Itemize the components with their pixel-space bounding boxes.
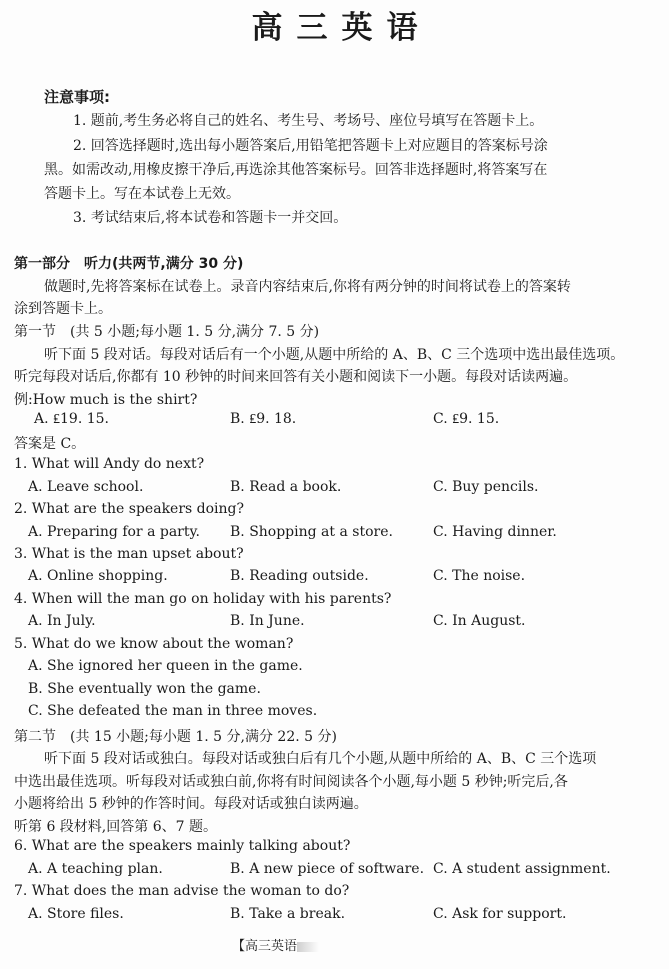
q6-option-b: B. A new piece of software. [230, 861, 425, 877]
notice-line-1: 1. 题前,考生务必将自己的姓名、考生号、考场号、座位号填写在答题卡上。 [73, 113, 544, 129]
example-option-c: C. ₤9. 15. [433, 411, 500, 427]
q5-option-a: A. She ignored her queen in the game. [28, 658, 303, 674]
q5-option-c: C. She defeated the man in three moves. [28, 703, 318, 719]
part1-intro-a: 做题时,先将答案标在试卷上。录音内容结束后,你将有两分钟的时间将试卷上的答案转 [44, 279, 571, 295]
section2-intro-b: 中选出最佳选项。听每段对话或独白前,你将有时间阅读各个小题,每小题 5 秒钟;听完后,各 [14, 774, 568, 790]
q3-option-c: C. The noise. [433, 568, 526, 584]
section2-heading: 第二节 (共 15 小题;每小题 1. 5 分,满分 22. 5 分) [14, 729, 337, 745]
example-answer: 答案是 C。 [14, 436, 86, 452]
question-1: 1. What will Andy do next? [14, 456, 205, 472]
q4-option-a: A. In July. [28, 613, 96, 629]
question-6: 6. What are the speakers mainly talking about? [14, 838, 351, 854]
example-option-a: A. ₤19. 15. [34, 411, 109, 427]
section1-intro-a: 听下面 5 段对话。每段对话后有一个小题,从题中所给的 A、B、C 三个选项中选出最佳选项。 [44, 347, 625, 363]
q3-option-b: B. Reading outside. [230, 568, 369, 584]
q1-option-c: C. Buy pencils. [433, 479, 539, 495]
q7-option-a: A. Store files. [28, 906, 124, 922]
example-option-b: B. ₤9. 18. [230, 411, 297, 427]
notice-line-3: 3. 考试结束后,将本试卷和答题卡一并交回。 [73, 210, 348, 226]
question-2: 2. What are the speakers doing? [14, 501, 245, 517]
question-7: 7. What does the man advise the woman to do? [14, 883, 350, 899]
section1-heading: 第一节 (共 5 小题;每小题 1. 5 分,满分 7. 5 分) [14, 324, 320, 340]
q6-option-a: A. A teaching plan. [28, 861, 163, 877]
section2-intro-a: 听下面 5 段对话或独白。每段对话或独白后有几个小题,从题中所给的 A、B、C 三个选项 [44, 751, 597, 767]
q1-option-a: A. Leave school. [28, 479, 144, 495]
q7-option-b: B. Take a break. [230, 906, 346, 922]
page-footer [232, 935, 319, 954]
q2-option-b: B. Shopping at a store. [230, 524, 393, 540]
notice-line-2c: 答题卡上。写在本试卷上无效。 [44, 186, 240, 202]
part1-heading: 第一部分 听力(共两节,满分 30 分) [14, 256, 244, 272]
footer-label: 【高三英语 [232, 939, 298, 954]
notice-line-2a: 2. 回答选择题时,选出每小题答案后,用铅笔把答题卡上对应题目的答案标号涂 [73, 138, 548, 154]
section2-material: 听第 6 段材料,回答第 6、7 题。 [14, 819, 217, 835]
q1-option-b: B. Read a book. [230, 479, 342, 495]
q4-option-c: C. In August. [433, 613, 526, 629]
question-5: 5. What do we know about the woman? [14, 636, 294, 652]
q7-option-c: C. Ask for support. [433, 906, 567, 922]
q5-option-b: B. She eventually won the game. [28, 681, 261, 697]
q4-option-b: B. In June. [230, 613, 305, 629]
q6-option-c: C. A student assignment. [433, 861, 611, 877]
page-title: 高三英语 [251, 10, 432, 46]
q2-option-a: A. Preparing for a party. [28, 524, 200, 540]
notice-heading: 注意事项: [44, 88, 110, 106]
question-3: 3. What is the man upset about? [14, 546, 244, 562]
example-question: 例:How much is the shirt? [14, 392, 198, 408]
q2-option-c: C. Having dinner. [433, 524, 557, 540]
section1-intro-b: 听完每段对话后,你都有 10 秒钟的时间来回答有关小题和阅读下一小题。每段对话读两遍。 [14, 369, 578, 385]
q3-option-a: A. Online shopping. [28, 568, 168, 584]
footer-fade [297, 942, 319, 952]
part1-intro-b: 涂到答题卡上。 [14, 301, 112, 317]
question-4: 4. When will the man go on holiday with his parents? [14, 591, 392, 607]
notice-line-2b: 黑。如需改动,用橡皮擦干净后,再选涂其他答案标号。回答非选择题时,将答案写在 [44, 162, 548, 178]
section2-intro-c: 小题将给出 5 秒钟的作答时间。每段对话或独白读两遍。 [14, 796, 368, 812]
